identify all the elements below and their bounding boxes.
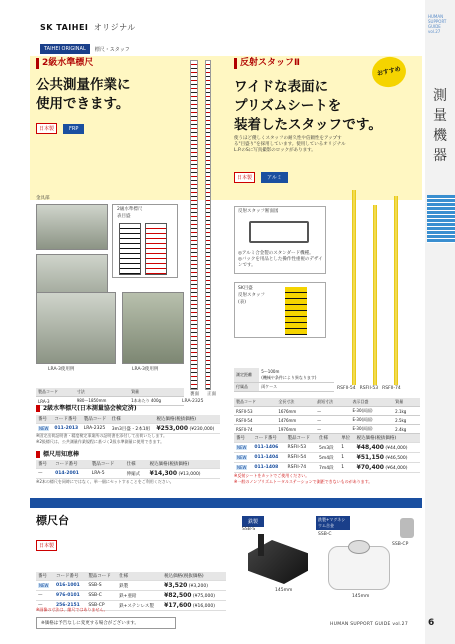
spec: 5m3段 [317, 443, 339, 453]
table-header-row [36, 460, 220, 469]
cell: — [315, 407, 350, 416]
note-line: ※2級標尺は、公共測量作業規程に基づく2級水準測量に使用できます。 [36, 438, 165, 444]
table-row [234, 453, 420, 463]
col-header: 番号 [36, 460, 53, 469]
col-header: 番号 [234, 434, 252, 443]
price-cell [162, 601, 226, 611]
spec: 鉄製 [117, 581, 162, 591]
staff-pole-back [205, 60, 211, 390]
range-note: (機械や条件により異なります) [261, 375, 317, 380]
product-code: RSFII-54 [286, 453, 318, 463]
cell: 1676mm [276, 407, 315, 416]
dimension-label: 145mm [352, 594, 370, 599]
table-row [36, 469, 220, 479]
new-badge: NEW [237, 454, 247, 460]
side-label-front: 正面 [207, 392, 216, 397]
table-row [234, 383, 334, 392]
table-header-row [36, 572, 226, 581]
col-header: 税込価格(税抜価格) [148, 460, 220, 469]
scale-graphic [119, 223, 141, 275]
code-number: 016-1001 [54, 581, 86, 591]
model-label: LRA-2325 [182, 399, 204, 404]
table-header-row [234, 398, 420, 407]
usage-photo-1 [36, 292, 116, 364]
col-header: コード番号 [54, 572, 86, 581]
product-code: LRA-2325 [82, 424, 110, 434]
col-header: 仕様 [117, 572, 162, 581]
base-section-bar [30, 498, 422, 515]
price: ¥48,400 [356, 444, 384, 451]
price: ¥82,500 [164, 592, 192, 599]
range-table [234, 368, 334, 392]
staff-pole-front [190, 60, 198, 390]
stand-price-table [36, 460, 220, 479]
sk-scale-panel [234, 282, 326, 338]
col-header: 番号 [36, 415, 52, 424]
ssb-cp-image [400, 518, 414, 538]
section-tab: 標尺台 [36, 509, 52, 515]
ssb-c-knob [348, 540, 370, 554]
title-line: 装着したスタッフです。 [234, 117, 382, 133]
cell: RSFII-54 [234, 416, 276, 425]
row-header: 付属品 [234, 383, 259, 392]
usage-photo-2 [122, 292, 184, 364]
lra-price-table [36, 415, 220, 434]
price-ex-tax: (¥16,000) [192, 604, 216, 609]
table-row [234, 463, 420, 473]
cell: 1本あたり 400g [129, 397, 184, 406]
price-ex-tax: (¥75,000) [192, 594, 216, 599]
ssb-cp-label: SSB-CP [392, 542, 409, 547]
cell [259, 368, 334, 383]
table-header-row [36, 388, 184, 397]
price-ex-tax: (¥64,000) [385, 466, 408, 471]
side-char: 量 [433, 108, 447, 124]
ssb-s-label: SSB-S [242, 527, 256, 532]
col-header: 全長寸法 [276, 398, 315, 407]
photo-caption: 金具部 [36, 196, 50, 201]
model-tag: RSFII-74 [382, 386, 401, 391]
yellow-staff [394, 196, 398, 385]
cell: E-30(両面) [350, 407, 393, 416]
inset-scale [112, 204, 178, 278]
spec: 5m4段 [317, 453, 339, 463]
col-header: 単位 [339, 434, 354, 443]
lra-price-heading: 2級水準標尺(日本測量協会検定済) [36, 405, 137, 412]
code-number: 011-1406 [252, 443, 285, 453]
staff-model-tags [337, 386, 427, 392]
stand-price-heading: 標尺用知恵棒 [36, 451, 79, 458]
spec: 鉄+ステンレス製 [117, 601, 162, 611]
table-header-row [36, 415, 220, 424]
unit: 1 [339, 463, 354, 473]
code-number: 014-2001 [53, 469, 90, 479]
table-header-row [234, 434, 420, 443]
cross-section-label: 反射スタッフ断面図 [238, 209, 279, 214]
cell: 2.4kg [393, 425, 420, 434]
category-name: 標尺・スタッフ [94, 46, 130, 53]
code-number: 256-2151 [54, 601, 86, 611]
price: ¥17,600 [164, 602, 192, 609]
price-cell [355, 463, 420, 473]
cell: LRA-3 [36, 397, 75, 406]
cell: — [36, 591, 54, 601]
fitting-photo [36, 204, 108, 250]
rsf-price-table [234, 434, 420, 473]
japan-badge: 日本製 [234, 172, 255, 183]
price-disclaimer: ※価格は予告なしに変更する場合がございます。 [36, 617, 176, 629]
col-header: コード番号 [53, 460, 90, 469]
product-code: LRA-5 [90, 469, 125, 479]
spec: 伸縮式 [125, 469, 148, 479]
price: ¥253,000 [156, 425, 188, 432]
col-header: 番号 [36, 572, 54, 581]
cell: 1976mm [276, 425, 315, 434]
price-cell [355, 443, 420, 453]
price-ex-tax: (¥3,200) [188, 584, 208, 589]
product-code: SSB-C [86, 591, 117, 601]
table-row [234, 416, 420, 425]
cell: 両ケース [259, 383, 334, 392]
cell: — [315, 416, 350, 425]
cell: E-30(両面) [350, 425, 393, 434]
price-ex-tax: (¥230,000) [189, 427, 215, 432]
col-header: コード番号 [52, 415, 81, 424]
ssb-c-material: 鉄製+マグネシウム合金 [316, 516, 350, 530]
lra-notes [36, 433, 220, 444]
detail-note: ◎アルミ合金製のスタンダード機種。 [238, 251, 314, 256]
price-ex-tax: (¥44,000) [385, 446, 408, 451]
cell: 2.1kg [393, 407, 420, 416]
category-tag: TAIHEI ORIGINAL [40, 44, 90, 54]
scale-graphic [145, 223, 167, 275]
brand-logo [40, 22, 136, 33]
col-header: 最短寸法 [315, 398, 350, 407]
cross-section-drawing [249, 221, 309, 243]
cell: RSFII-53 [234, 407, 276, 416]
side-char: 機 [433, 128, 447, 144]
side-strip-head: HUMAN SUPPORT GUIDE vol.27 [428, 14, 447, 34]
new-badge: NEW [237, 464, 247, 470]
note-line: ※一般のノンプリズムトータルステーションで測距できないものがあります。 [234, 478, 373, 484]
cell: RSFII-74 [234, 425, 276, 434]
code-number: 011-1408 [252, 463, 285, 473]
ssb-s-image [248, 540, 308, 584]
price-cell [162, 591, 226, 601]
cell: E-30(両面) [350, 416, 393, 425]
right-badges [234, 172, 288, 183]
unit: 1 [339, 443, 354, 453]
japan-badge: 日本製 [36, 123, 57, 134]
ssb-c-label: SSB-C [318, 532, 332, 537]
title-line: 使用できます。 [36, 96, 130, 112]
base-price-table [36, 572, 226, 611]
unit: 1 [339, 453, 354, 463]
price-cell [355, 453, 420, 463]
model-tag: RSFII-54 [337, 386, 356, 391]
price: ¥14,300 [149, 470, 177, 477]
recommend-badge: おすすめ [369, 54, 408, 90]
col-header: 税込価格(税抜価格) [162, 572, 226, 581]
side-index-tab [427, 195, 455, 243]
cell: — [315, 425, 350, 434]
rsf-spec-table [234, 398, 420, 434]
cell: 2.5kg [393, 416, 420, 425]
table-row [36, 424, 220, 434]
new-badge: NEW [39, 582, 49, 588]
cell: 1476mm [276, 416, 315, 425]
side-char: 測 [433, 88, 447, 104]
cell: 980〜1850mm [75, 397, 129, 406]
col-header: 仕様 [317, 434, 339, 443]
usage-caption: LRA-3使用例 [132, 367, 159, 372]
left-product-title [36, 76, 186, 114]
left-product-heading: 2級水準標尺 [36, 58, 93, 69]
base-title: 標尺台 [36, 514, 69, 527]
product-code: SSB-S [86, 581, 117, 591]
col-header: 製品コード [82, 415, 110, 424]
cell: — [36, 601, 54, 611]
table-row [234, 425, 420, 434]
right-product-heading: 反射スタッフⅡ [234, 58, 300, 69]
inset-label: 表目盛 [117, 214, 131, 219]
col-header: 寸法 [75, 388, 129, 397]
cell: — [36, 469, 53, 479]
price-cell [148, 469, 220, 479]
stand-note: ※2本の標尺を同時にではなく、単一個にセットすることをご利用ください。 [36, 479, 174, 484]
title-line: プリズムシートを [234, 98, 342, 114]
inset-label: 2級水準標尺 [117, 207, 143, 212]
note-line: ※反射シートをカットでご使用ください。 [234, 473, 310, 478]
table-row [234, 368, 334, 383]
col-header: 質量 [393, 398, 420, 407]
sk-label: 反射スタッフ [238, 293, 265, 298]
code-number: 011-2013 [52, 424, 81, 434]
cross-section-panel [234, 206, 326, 274]
price: ¥51,150 [356, 454, 384, 461]
category-bar [40, 44, 130, 54]
spec: 鉄+亜鉛 [117, 591, 162, 601]
spec: 3m3目盛・2本1組 [110, 424, 155, 434]
sk-label: SK目盛 [238, 286, 253, 291]
model-tag: RSFII-53 [359, 386, 379, 391]
title-line: 公共測量作業に [36, 77, 131, 93]
ssb-s-material: 鉄製 [242, 516, 264, 527]
page-number: 6 [428, 618, 435, 628]
footer-guide: HUMAN SUPPORT GUIDE vol.27 [330, 622, 409, 627]
japan-badge: 日本製 [36, 540, 57, 551]
ssb-s-handle [258, 534, 264, 556]
product-code: RSFII-74 [286, 463, 318, 473]
new-badge: NEW [39, 425, 49, 431]
dimension-label: 145mm [275, 588, 293, 593]
new-badge: NEW [237, 444, 247, 450]
price-cell [154, 424, 220, 434]
detail-note: ◎バックを用品とした操作性重視のデザインです。 [238, 257, 323, 268]
col-header: 仕様 [125, 460, 148, 469]
note-line: ※固定出荷証明書・精度検定事業所の証明書を添付して出荷いたします。 [36, 433, 168, 438]
rsf-notes [234, 473, 420, 484]
base-note: ※画像の寸法は、縮尺ではありません。 [36, 607, 108, 612]
side-char: 器 [433, 148, 447, 164]
table-row [234, 407, 420, 416]
code-number: 011-1404 [252, 453, 285, 463]
material-badge: FRP [63, 124, 84, 134]
col-header: 表示目盛 [350, 398, 393, 407]
col-header: 製品コード [234, 398, 276, 407]
price-cell [162, 581, 226, 591]
yellow-staff [352, 190, 356, 385]
side-label-back: 裏面 [190, 392, 199, 397]
col-header: コード番号 [252, 434, 285, 443]
col-header: 製品コード [90, 460, 125, 469]
material-badge: アルミ [261, 172, 288, 183]
table-row [234, 443, 420, 453]
price: ¥3,520 [164, 582, 188, 589]
lra-spec-table [36, 388, 184, 406]
yellow-staff [373, 205, 377, 385]
right-product-desc: 使うほど優しくスタッフの耐久性や信頼性をアップする"目盛り"を採用しています。使用しているオリジナルL.P.のSに写真撮影のロックがあります。 [234, 136, 346, 153]
table-row [36, 581, 226, 591]
brand-sub: オリジナル [93, 23, 136, 32]
col-header: 税込価格(税抜価格) [154, 415, 220, 424]
product-code: SSB-CP [86, 601, 117, 611]
title-line: ワイドな表面に [234, 79, 329, 95]
usage-caption: LRA-3使用例 [48, 367, 75, 372]
price: ¥70,400 [356, 464, 384, 471]
row-header: 測定距離 [234, 368, 259, 383]
col-header: 仕様 [110, 415, 155, 424]
price-ex-tax: (¥13,000) [178, 472, 201, 477]
col-header: 質量 [129, 388, 184, 397]
col-header: 製品コード [86, 572, 117, 581]
sk-label: (表) [238, 300, 247, 305]
brand-name: SK TAIHEI [40, 23, 89, 32]
table-row [36, 591, 226, 601]
sk-scale-graphic [285, 287, 307, 335]
side-vertical-title [430, 86, 450, 166]
product-code: RSFII-53 [286, 443, 318, 453]
col-header: 税込価格(税抜価格) [355, 434, 420, 443]
spec: 7m4段 [317, 463, 339, 473]
col-header: 製品コード [286, 434, 318, 443]
col-header: 製品コード [36, 388, 75, 397]
left-badges [36, 123, 84, 134]
code-number: 976-0101 [54, 591, 86, 601]
price-ex-tax: (¥46,500) [385, 456, 408, 461]
range-value: 5〜100m [261, 369, 280, 374]
right-product-title [234, 78, 414, 135]
